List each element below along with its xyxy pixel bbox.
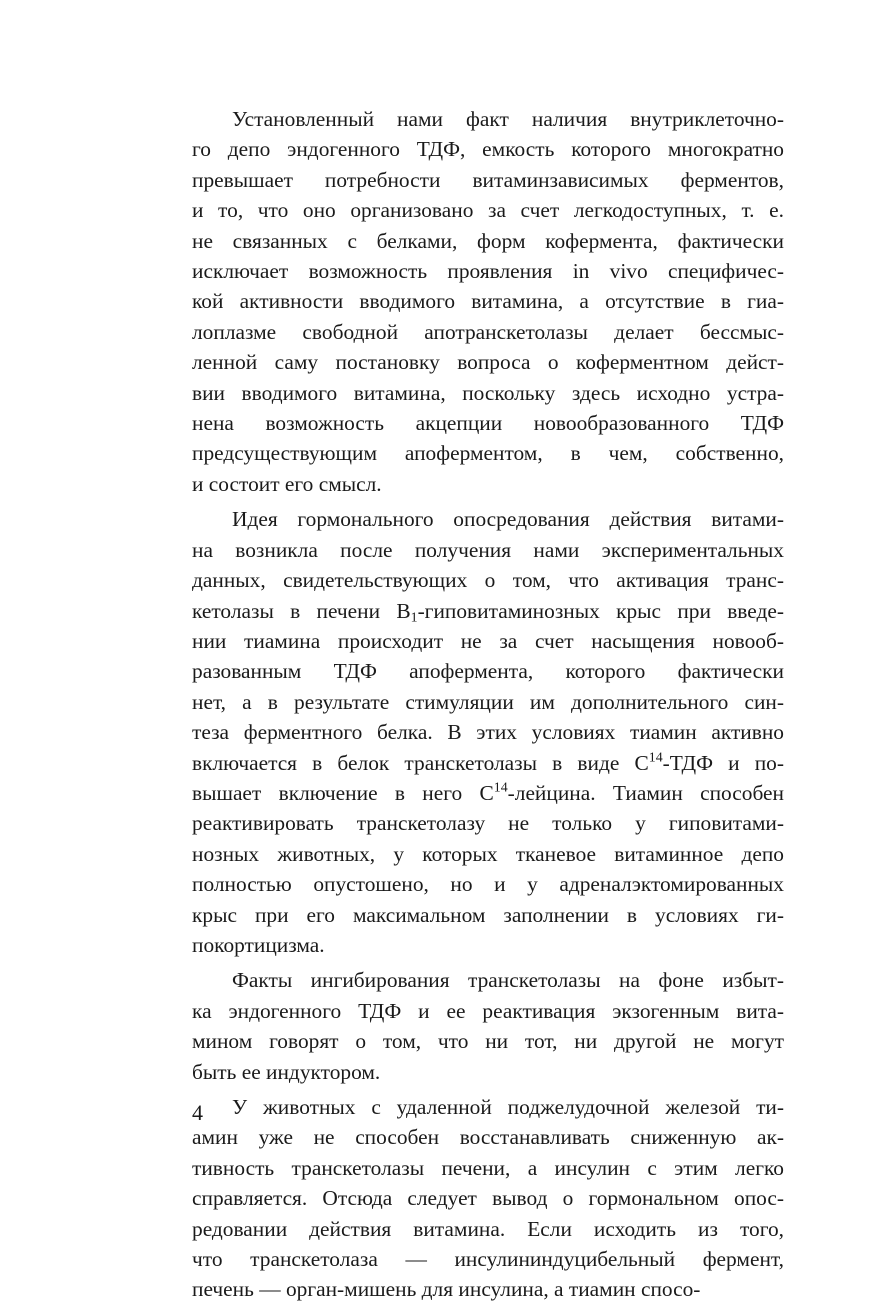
text-line: не связанных с белками, форм кофермента, фактически [192, 228, 784, 253]
text-line: полностью опустошено, но и у адреналэктомированных [192, 872, 784, 897]
text-line: мином говорят о том, что ни тот, ни другой не могут [192, 1029, 784, 1054]
text-line: тивность транскетолазы печени, а инсулин с этим легко [192, 1155, 784, 1180]
text-line: редовании действия витамина. Если исходить из того, [192, 1216, 784, 1241]
text-line: нет, а в результате стимуляции им дополнительного син- [192, 689, 784, 714]
text-line: вышает включение в него $C^{14}$-лейцина. Тиамин способен [192, 780, 784, 805]
text-line: амин уже не способен восстанавливать сниженную ак- [192, 1125, 784, 1150]
text-line: что транскетолаза — инсулининдуцибельный фермент, [192, 1247, 784, 1272]
text-line: крыс при его максимальном заполнении в условиях ги- [192, 902, 784, 927]
text-line: печень — орган-мишень для инсулина, а тиамин спосо- [192, 1277, 701, 1302]
text-line: и то, что оно организовано за счет легкодоступных, т. е. [192, 198, 784, 223]
text-line: кетолазы в печени $B_1$-гиповитаминозных крыс при введе- [192, 598, 784, 625]
text-line: го депо эндогенного ТДФ, емкость которого многократно [192, 137, 784, 162]
page-number: 4 [192, 1100, 203, 1125]
text-line: исключает возможность проявления in vivo специфичес- [192, 259, 784, 284]
paragraph [192, 965, 784, 1087]
text-line: нозных животных, у которых тканевое витаминное депо [192, 841, 784, 866]
text-line: и состоит его смысл. [192, 471, 382, 496]
text-line: теза ферментного белка. В этих условиях тиамин активно [192, 720, 784, 745]
paragraph [192, 504, 784, 960]
text-line: покортицизма. [192, 932, 325, 957]
text-line: предсуществующим апоферментом, в чем, собственно, [192, 441, 784, 466]
text-line: лоплазме свободной апотранскетолазы делает бессмыс- [192, 319, 784, 344]
body-text [192, 104, 784, 1305]
paragraph [192, 104, 784, 499]
paragraph [192, 1092, 784, 1305]
text-line: ка эндогенного ТДФ и ее реактивация экзогенным вита- [192, 998, 784, 1023]
text-line: ленной саму постановку вопроса о коферментном дейст- [192, 350, 784, 375]
text-line: справляется. Отсюда следует вывод о гормональном опос- [192, 1186, 784, 1211]
text-line: превышает потребности витаминзависимых ферментов, [192, 167, 784, 192]
text-line: У животных с удаленной поджелудочной железой ти- [232, 1095, 784, 1119]
text-line: нена возможность акцепции новообразованного ТДФ [192, 411, 784, 436]
text-line: вии вводимого витамина, поскольку здесь исходно устра- [192, 380, 784, 405]
text-line: кой активности вводимого витамина, а отсутствие в гиа- [192, 289, 784, 314]
text-line: Идея гормонального опосредования действия витами- [232, 507, 784, 532]
text-line: на возникла после получения нами экспериментальных [192, 537, 784, 562]
text-line: нии тиамина происходит не за счет насыщения новооб- [192, 628, 784, 653]
text-line: Факты ингибирования транскетолазы на фоне избыт- [232, 968, 784, 993]
text-line: быть ее индуктором. [192, 1059, 381, 1084]
text-line: реактивировать транскетолазу не только у гиповитами- [192, 811, 784, 836]
text-line: Установленный нами факт наличия внутриклеточно- [232, 107, 784, 131]
text-line: данных, свидетельствующих о том, что активация транс- [192, 568, 784, 593]
text-line: разованным ТДФ апофермента, которого фактически [192, 659, 784, 684]
text-line: включается в белок транскетолазы в виде $C^{14}$-ТДФ и по- [192, 750, 785, 775]
